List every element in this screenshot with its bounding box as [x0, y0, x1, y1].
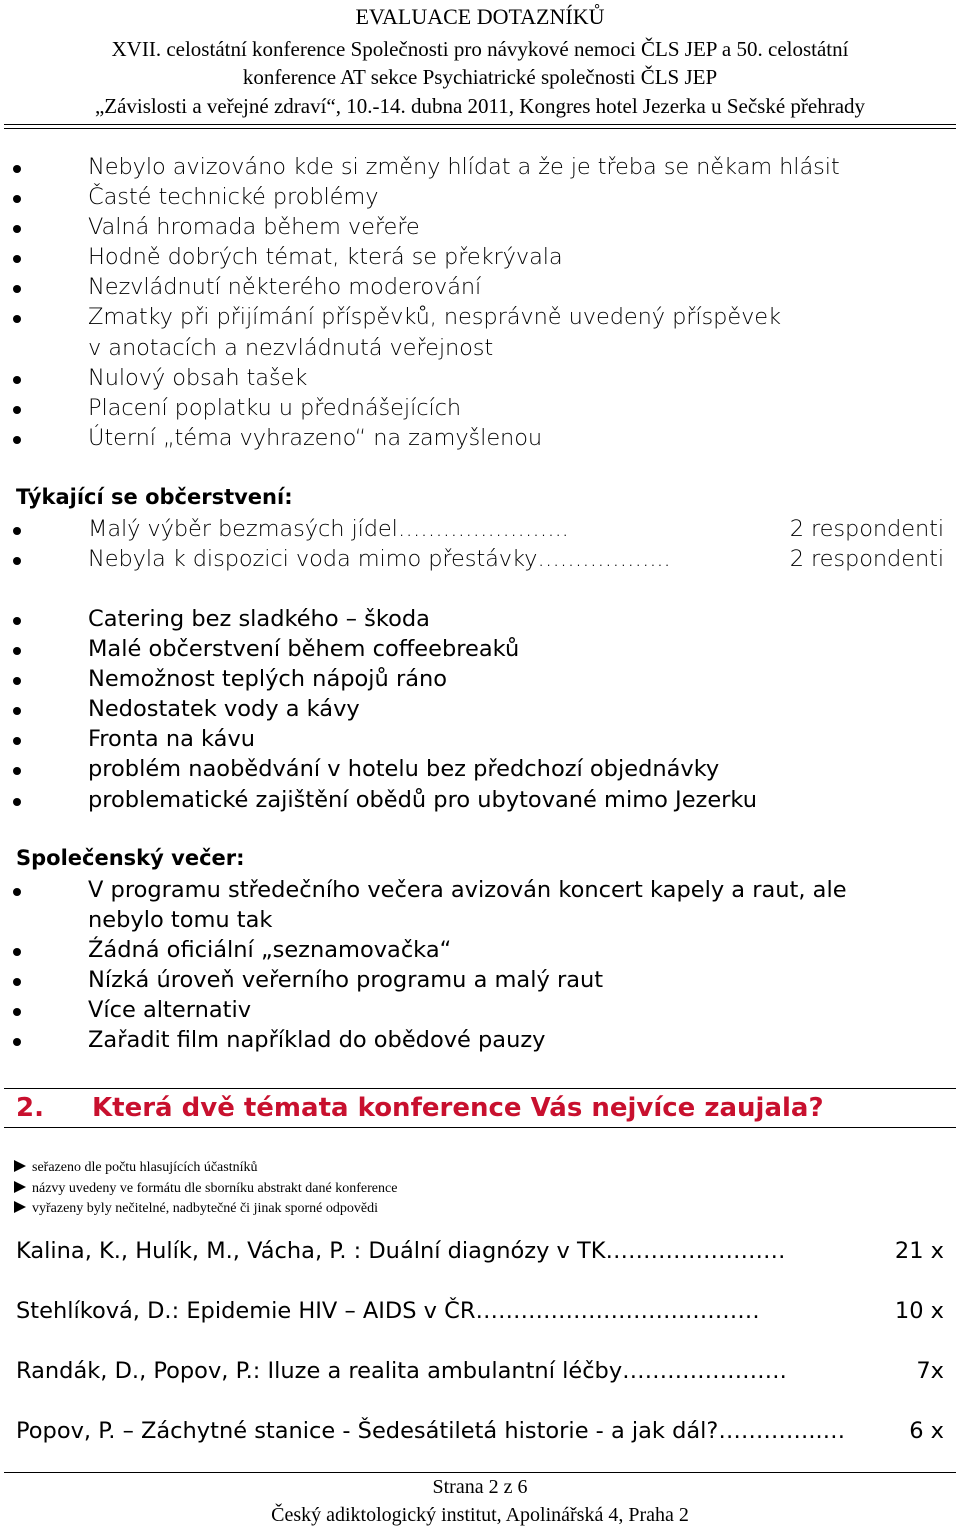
list-item: Nulový obsah tašek	[0, 363, 960, 393]
bullet-icon	[13, 1008, 21, 1016]
list-item-continuation: v anotacích a nezvládnutá veřejnost	[88, 334, 494, 361]
question-text: Která dvě témata konference Vás nejvíce zaujala?	[92, 1093, 824, 1123]
footer-address: Český adiktologický institut, Apolinářská 4, Praha 2	[271, 1504, 689, 1526]
header-rule	[4, 124, 956, 125]
bullet-icon	[13, 798, 21, 806]
list-item: Źádná oficiální „seznamovačka“	[0, 935, 960, 965]
result-row	[16, 1238, 944, 1264]
list-item-continuation: nebylo tomu tak	[88, 907, 273, 934]
respondent-count: 2 respondenti	[789, 516, 944, 542]
list-item: Fronta na kávu	[0, 724, 960, 754]
bullet-icon	[13, 225, 21, 233]
list-item: Časté technické problémy	[0, 182, 960, 212]
general-comments-list	[0, 152, 960, 453]
bullet-icon	[13, 677, 21, 685]
list-item: Úterní „téma vyhrazeno“ na zamyšlenou	[0, 423, 960, 453]
list-item: Malý výběr bezmasých jídel………………….. 2 respondenti	[0, 514, 960, 544]
result-title: Stehlíková, D.: Epidemie HIV – AIDS v ČR………………………..………	[16, 1298, 760, 1324]
list-item: V programu středečního večera avizován koncert kapely a raut, ale	[0, 875, 960, 905]
conference-line-1: XVII. celostátní konference Společnosti pro návykové nemoci ČLS JEP a 50. celostátní	[111, 37, 849, 61]
bullet-icon	[13, 948, 21, 956]
list-item: Nebyla k dispozici voda mimo přestávky……………... 2 respondenti	[0, 544, 960, 574]
conference-line-2: konference AT sekce Psychiatrické společnosti ČLS JEP	[242, 65, 718, 89]
list-item: Zařadit film například do obědové pauzy	[0, 1025, 960, 1055]
bullet-icon	[13, 376, 21, 384]
list-item: Nedostatek vody a kávy	[0, 694, 960, 724]
bullet-icon	[13, 978, 21, 986]
result-title: Randák, D., Popov, P.: Iluze a realita ambulantní léčby………………….	[16, 1358, 787, 1384]
bullet-icon	[13, 1038, 21, 1046]
conference-line-3: „Závislosti a veřejné zdraví“, 10.-14. dubna 2011, Kongres hotel Jezerka u Sečské přehrady	[94, 94, 866, 118]
result-row	[16, 1418, 944, 1444]
result-count: 21 x	[894, 1238, 944, 1264]
list-item: Malé občerstvení během coffeebreaků	[0, 634, 960, 664]
bullet-icon	[13, 617, 21, 625]
triangle-bullet-icon	[14, 1181, 26, 1193]
list-item: Více alternativ	[0, 995, 960, 1025]
refreshment-list	[0, 604, 960, 815]
refreshment-heading: Týkající se občerstvení:	[16, 485, 293, 509]
bullet-icon	[13, 647, 21, 655]
bullet-icon	[13, 888, 21, 896]
footer-rule	[4, 1472, 956, 1473]
list-item: Nízká úroveň veřerního programu a malý raut	[0, 965, 960, 995]
document-title: EVALUACE DOTAZNÍKŮ	[355, 4, 605, 29]
question-heading	[4, 1088, 956, 1128]
result-title: Kalina, K., Hulík, M., Vácha, P. : Duální diagnózy v TK……………………	[16, 1238, 786, 1264]
bullet-icon	[13, 737, 21, 745]
list-item: Nemožnost teplých nápojů ráno	[0, 664, 960, 694]
list-item: Hodně dobrých témat, která se překrývala	[0, 242, 960, 272]
list-item: problém naobědvání v hotelu bez předchozí objednávky	[0, 754, 960, 784]
list-item: problematické zajištění obědů pro ubytované mimo Jezerku	[0, 785, 960, 815]
social-heading: Společenský večer:	[16, 846, 245, 870]
note-item: seřazeno dle počtu hlasujících účastníků	[14, 1158, 397, 1179]
result-row	[16, 1298, 944, 1324]
page-number: Strana 2 z 6	[432, 1476, 528, 1498]
list-item: Placení poplatku u přednášejících	[0, 393, 960, 423]
list-item: Catering bez sladkého – škoda	[0, 604, 960, 634]
note-item: vyřazeny byly nečitelné, nadbytečné či jinak sporné odpovědi	[14, 1199, 397, 1220]
bullet-icon	[13, 557, 21, 565]
bullet-icon	[13, 707, 21, 715]
result-count: 7x	[916, 1358, 944, 1384]
bullet-icon	[13, 436, 21, 444]
triangle-bullet-icon	[14, 1201, 26, 1213]
result-title: Popov, P. – Záchytné stanice - Šedesátiletá historie - a jak dál?…………..…	[16, 1418, 846, 1444]
question-number: 2.	[16, 1093, 44, 1123]
note-item: názvy uvedeny ve formátu dle sborníku abstrakt dané konference	[14, 1179, 397, 1200]
header-rule-2	[4, 128, 956, 129]
result-count: 6 x	[909, 1418, 944, 1444]
method-notes	[14, 1158, 397, 1220]
list-item: Valná hromada během veřeře	[0, 212, 960, 242]
respondent-count: 2 respondenti	[789, 546, 944, 573]
bullet-icon	[13, 315, 21, 323]
list-item: Zmatky při přijímání příspěvků, nesprávně uvedený příspěvek	[0, 302, 960, 332]
list-item: Nebylo avizováno kde si změny hlídat a že je třeba se někam hlásit	[0, 152, 960, 182]
social-list	[0, 875, 960, 1056]
bullet-icon	[13, 406, 21, 414]
bullet-icon	[13, 767, 21, 775]
bullet-icon	[13, 255, 21, 263]
bullet-icon	[13, 195, 21, 203]
list-item: Nezvládnutí některého moderování	[0, 272, 960, 302]
result-row	[16, 1358, 944, 1384]
refreshment-counted-list	[0, 514, 960, 574]
result-count: 10 x	[894, 1298, 944, 1324]
bullet-icon	[13, 165, 21, 173]
triangle-bullet-icon	[14, 1160, 26, 1172]
bullet-icon	[13, 527, 21, 535]
bullet-icon	[13, 285, 21, 293]
